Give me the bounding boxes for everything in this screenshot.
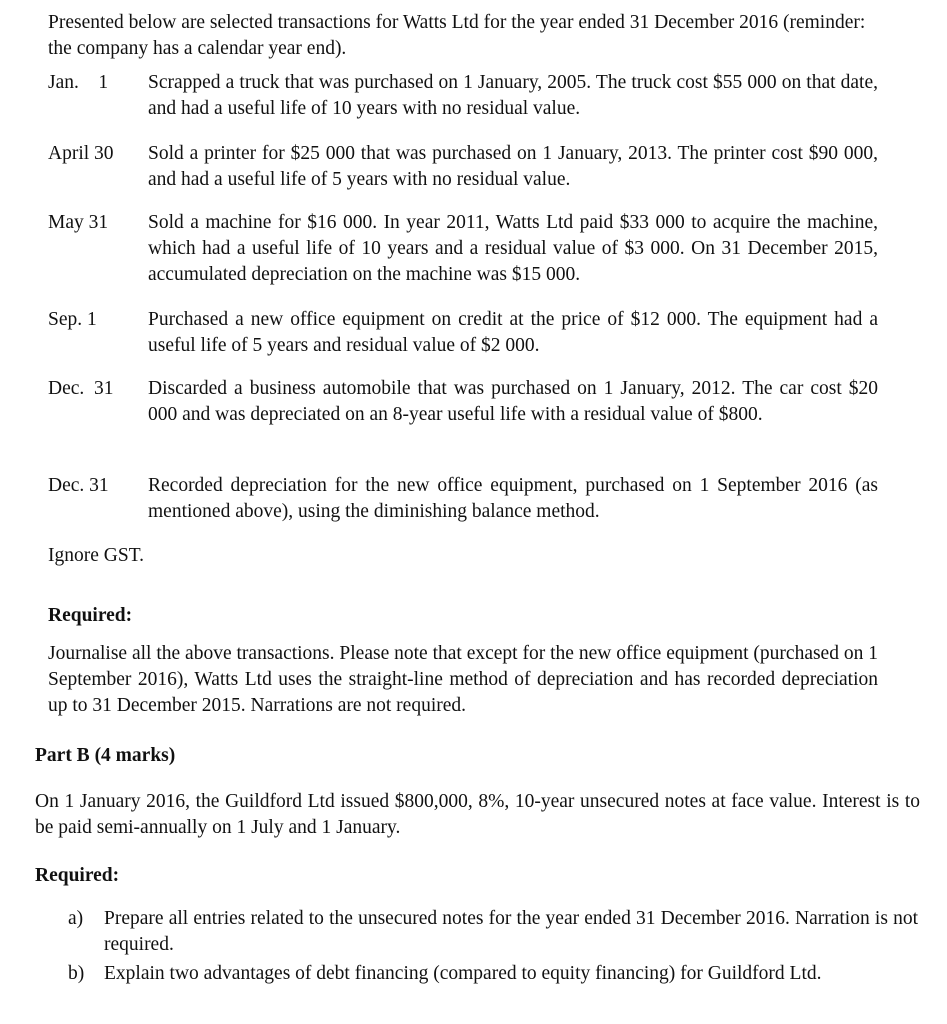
transaction-description: Scrapped a truck that was purchased on 1 January, 2005. The truck cost $55 000 on that date, and had a useful life of 10 years with no residual value.	[148, 72, 878, 119]
transaction-description: Sold a printer for $25 000 that was purchased on 1 January, 2013. The printer cost $90 000, and had a useful life of 5 years with no residual value.	[148, 143, 878, 190]
part-a-required-heading: Required:	[48, 605, 133, 626]
transaction-date: Dec. 31	[48, 475, 109, 496]
list-marker: a)	[68, 908, 84, 929]
transaction-description: Recorded depreciation for the new office equipment, purchased on 1 September 2016 (as mentioned above), using the diminishing balance method.	[148, 475, 878, 522]
transaction-date: April 30	[48, 143, 114, 164]
part-b-required-heading: Required:	[35, 865, 120, 886]
intro-paragraph: Presented below are selected transactions for Watts Ltd for the year ended 31 December 2016 (reminder: the company has a calendar year end).	[48, 12, 866, 59]
part-b-text: On 1 January 2016, the Guildford Ltd issued $800,000, 8%, 10-year unsecured notes at face value. Interest is to be paid semi-annually on 1 July and 1 January.	[35, 791, 920, 838]
part-a-required-text: Journalise all the above transactions. Please note that except for the new office equipment (purchased on 1 September 2016), Watts Ltd uses the straight-line method of depreciation and has recorded depreciation up to 31 December 2015. Narrations are not required.	[48, 643, 878, 716]
gst-note: Ignore GST.	[48, 545, 145, 566]
transaction-description: Sold a machine for $16 000. In year 2011, Watts Ltd paid $33 000 to acquire the machine, which had a useful life of 10 years and a residual value of $3 000. On 31 December 2015, accumulated depreciation on the machine was $15 000.	[148, 212, 878, 285]
transaction-date: Dec. 31	[48, 378, 114, 399]
transaction-description: Purchased a new office equipment on credit at the price of $12 000. The equipment had a useful life of 5 years and residual value of $2 000.	[148, 309, 878, 356]
list-marker: b)	[68, 963, 85, 984]
list-item-text: Explain two advantages of debt financing (compared to equity financing) for Guildford Ltd.	[104, 963, 822, 984]
transaction-date: May 31	[48, 212, 109, 233]
part-b-heading: Part B (4 marks)	[35, 745, 176, 766]
transaction-description: Discarded a business automobile that was purchased on 1 January, 2012. The car cost $20 000 and was depreciated on an 8-year useful life with a residual value of $800.	[148, 378, 878, 425]
list-item-text: Prepare all entries related to the unsecured notes for the year ended 31 December 2016. Narration is not required.	[104, 908, 918, 955]
transaction-date: Jan. 1	[48, 72, 109, 93]
transaction-date: Sep. 1	[48, 309, 97, 330]
